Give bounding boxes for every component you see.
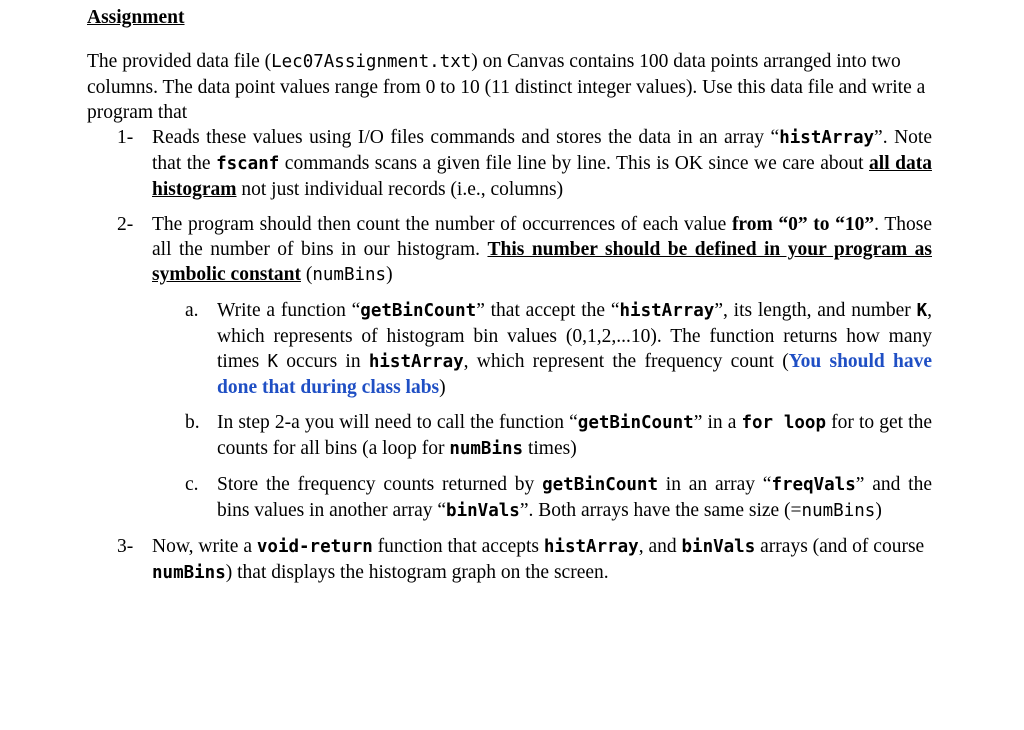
code-getbincount: getBinCount: [542, 475, 658, 495]
code-histarray: histArray: [779, 128, 875, 148]
code-numbins: numBins: [152, 563, 226, 583]
task-number: 3-: [117, 536, 134, 557]
task-number: 1-: [117, 127, 134, 148]
task-item-3: [87, 534, 932, 586]
code-numbins: numBins: [801, 501, 876, 521]
subtask-letter: c.: [185, 474, 199, 495]
code-void-return: void-return: [256, 537, 373, 557]
data-file-name: Lec07Assignment.txt: [271, 52, 472, 72]
subtask-c: [87, 472, 932, 524]
emphasis-text: all data histogram: [152, 153, 932, 200]
assignment-title: Assignment: [87, 7, 185, 28]
task-text: The program should then count the number of occurrences of each value from “0” to “10”. Those all the number of bins in our histogram. This number should be defined in your program as symbolic constant (numBins): [152, 214, 932, 285]
subtask-letter: b.: [185, 412, 200, 433]
assignment-document: [87, 6, 932, 596]
subtask-text: Write a function “getBinCount” that accept the “histArray”, its length, and number K, which represents of histogram bin values (0,1,2,...10). The function returns how many times K occurs in histArray, which represent the frequency count (You should have done that during class labs): [217, 300, 933, 398]
subtask-a: [87, 298, 932, 400]
code-k: K: [916, 301, 928, 321]
code-histarray: histArray: [543, 537, 639, 557]
subtask-letter: a.: [185, 300, 199, 321]
code-histarray: histArray: [368, 352, 464, 372]
task-number: 2-: [117, 214, 134, 235]
task-item-1: [87, 125, 932, 202]
task-text: Reads these values using I/O files commands and stores the data in an array “histArray”. Note that the fscanf commands scans a given file line by line. This is OK since we care about all data histogram not just individual records (i.e., columns): [152, 127, 932, 200]
code-numbins: numBins: [312, 265, 387, 285]
subtask-b: [87, 410, 932, 462]
code-for-loop: for loop: [741, 413, 827, 433]
code-k: K: [267, 352, 279, 372]
code-numbins: numBins: [449, 439, 524, 459]
task-list: [87, 125, 932, 586]
task-item-2: [87, 212, 932, 288]
code-histarray: histArray: [619, 301, 715, 321]
subtask-text: In step 2-a you will need to call the function “getBinCount” in a for loop for to get the counts for all bins (a loop for numBins times): [217, 412, 932, 459]
task-text: Now, write a void-return function that accepts histArray, and binVals arrays (and of course numBins) that displays the histogram graph on the screen.: [152, 536, 925, 583]
bold-range: from “0” to “10”: [731, 214, 875, 235]
emphasis-text: This number should be defined in your program as symbolic constant: [152, 239, 932, 285]
blue-note: You should have done that during class labs: [217, 351, 933, 398]
intro-paragraph: The provided data file (Lec07Assignment.txt) on Canvas contains 100 data points arranged into two columns. The data point values range from 0 to 10 (11 distinct integer values). Use this data file and write a program that: [87, 51, 926, 123]
code-fscanf: fscanf: [216, 154, 280, 174]
code-binvals: binVals: [446, 501, 520, 521]
code-binvals: binVals: [681, 537, 756, 557]
code-getbincount: getBinCount: [577, 413, 694, 433]
subtask-text: Store the frequency counts returned by getBinCount in an array “freqVals” and the bins values in another array “binVals”. Both arrays have the same size (=numBins): [217, 474, 932, 521]
code-freqvals: freqVals: [771, 475, 856, 495]
code-getbincount: getBinCount: [360, 301, 477, 321]
